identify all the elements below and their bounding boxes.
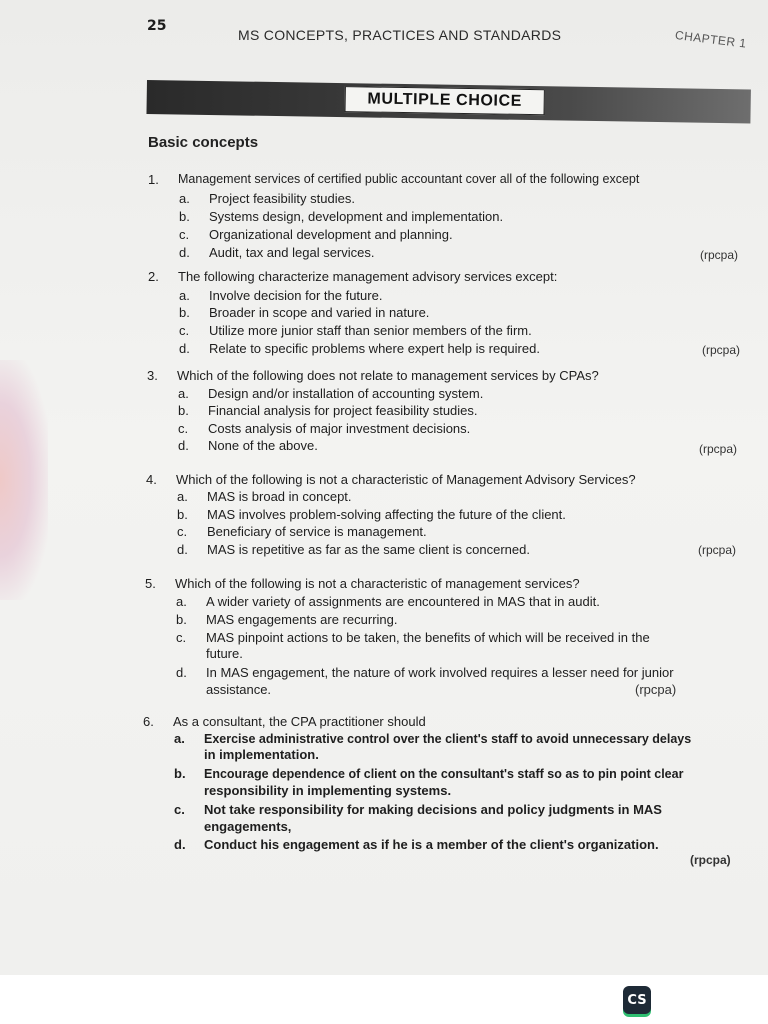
page-edge-shadow — [0, 360, 48, 600]
question-text: Which of the following is not a characteristic of Management Advisory Services? — [176, 472, 636, 487]
source-tag: (rpcpa) — [698, 543, 737, 557]
source-tag: (rpcpa) — [700, 248, 739, 262]
source-tag: (rpcpa) — [690, 853, 731, 867]
question-number: 2. — [148, 269, 159, 284]
source-tag: (rpcpa) — [699, 442, 738, 456]
option-c: c. Beneficiary of service is management. — [177, 524, 427, 539]
section-heading: Basic concepts — [148, 134, 259, 151]
option-a: a. A wider variety of assignments are encountered in MAS that in audit. — [176, 594, 600, 609]
option-c: c. Not take responsibility for making decisions and policy judgments in MAS — [174, 802, 662, 817]
running-header-title: MS CONCEPTS, PRACTICES AND STANDARDS — [238, 27, 562, 43]
question-number: 4. — [146, 472, 157, 487]
option-a: a. Exercise administrative control over the client's staff to avoid unnecessary delays — [174, 731, 692, 746]
question-number: 3. — [147, 368, 158, 383]
option-a: a. Design and/or installation of accounting system. — [178, 386, 484, 401]
option-d: d. Audit, tax and legal services. — [179, 245, 375, 260]
question-number: 5. — [145, 576, 156, 591]
option-c: c. Organizational development and planning. — [179, 227, 453, 242]
option-a-continued: in implementation. — [204, 747, 319, 762]
option-a: a. Project feasibility studies. — [179, 191, 355, 206]
option-b: b. MAS engagements are recurring. — [176, 612, 398, 627]
question-1 — [148, 172, 758, 262]
option-c-continued: future. — [206, 646, 243, 661]
option-d: d. Relate to specific problems where expert help is required. — [179, 341, 540, 356]
question-text: As a consultant, the CPA practitioner should — [173, 714, 426, 729]
option-c-continued: engagements, — [204, 819, 292, 834]
option-b: b. Encourage dependence of client on the consultant's staff so as to pin point clear — [174, 766, 684, 781]
option-c: c. MAS pinpoint actions to be taken, the benefits of which will be received in the — [176, 630, 650, 645]
question-3 — [147, 368, 757, 458]
option-d: d. Conduct his engagement as if he is a member of the client's organization. — [174, 837, 659, 852]
question-number: 6. — [143, 714, 154, 729]
source-tag: (rpcpa) — [635, 682, 677, 697]
option-a: a. MAS is broad in concept. — [177, 489, 352, 504]
option-d: d. None of the above. — [178, 438, 318, 453]
question-text: Management services of certified public accountant cover all of the following except — [178, 172, 640, 186]
option-c: c. Costs analysis of major investment decisions. — [178, 421, 471, 436]
question-text: Which of the following does not relate to management services by CPAs? — [177, 368, 599, 383]
question-2 — [148, 269, 758, 359]
option-d: d. MAS is repetitive as far as the same client is concerned. — [177, 542, 530, 557]
option-a: a. Involve decision for the future. — [179, 288, 383, 303]
running-header-chapter: CHAPTER 1 — [674, 28, 748, 51]
question-text: The following characterize management advisory services except: — [178, 269, 558, 284]
option-b: b. Broader in scope and varied in nature. — [179, 305, 430, 320]
source-tag: (rpcpa) — [702, 343, 741, 357]
page-number: 25 — [147, 18, 167, 34]
option-b-continued: responsibility in implementing systems. — [204, 783, 452, 798]
camscanner-logo: CS — [623, 986, 651, 1014]
option-d: d. In MAS engagement, the nature of work involved requires a lesser need for junior — [176, 665, 674, 680]
question-4 — [146, 472, 758, 562]
banner-label-box — [345, 86, 545, 115]
option-b: b. Financial analysis for project feasibility studies. — [178, 403, 478, 418]
question-text: Which of the following is not a characteristic of management services? — [175, 576, 580, 591]
question-5 — [145, 576, 757, 701]
option-d-continued: assistance. — [206, 682, 272, 697]
question-number: 1. — [148, 172, 159, 187]
option-c: c. Utilize more junior staff than senior members of the firm. — [179, 323, 532, 338]
question-6 — [143, 714, 757, 874]
option-b: b. Systems design, development and implementation. — [179, 209, 504, 224]
banner-title: MULTIPLE CHOICE — [367, 90, 523, 110]
option-b: b. MAS involves problem-solving affecting the future of the client. — [177, 507, 566, 522]
